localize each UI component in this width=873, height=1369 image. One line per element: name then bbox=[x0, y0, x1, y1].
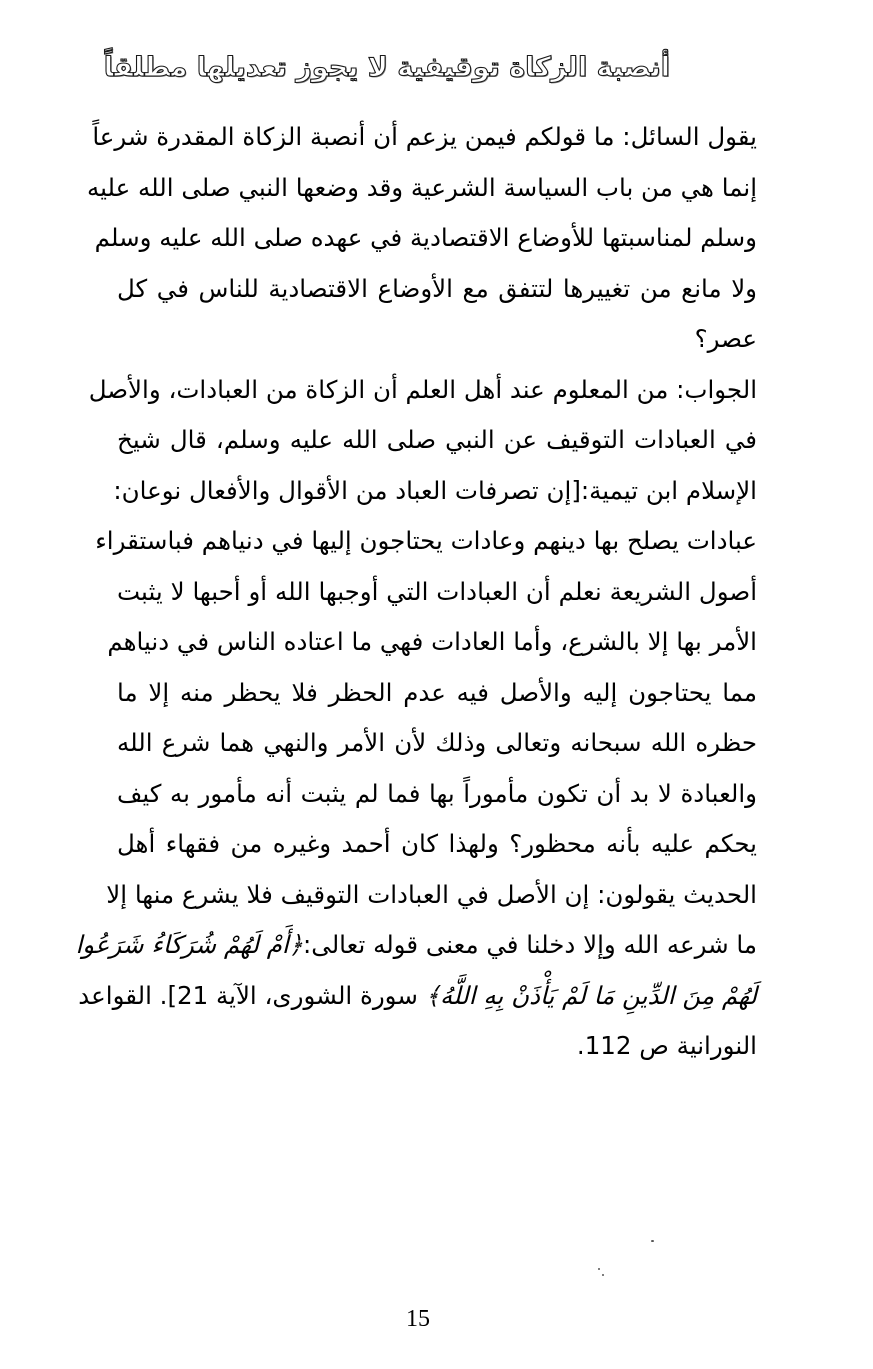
text-line: وسلم لمناسبتها للأوضاع الاقتصادية في عهده صلى الله عليه وسلم bbox=[94, 223, 757, 252]
page-number: 15 bbox=[406, 1306, 430, 1332]
text-segment: سورة الشورى، الآية 21]. القواعد bbox=[78, 980, 418, 1010]
text-line-with-quran bbox=[75, 920, 757, 971]
scan-speck bbox=[651, 1240, 654, 1242]
text-line: الأمر بها إلا بالشرع، وأما العادات فهي ما اعتاده الناس في دنياهم bbox=[107, 627, 757, 656]
text-line: حظره الله سبحانه وتعالى وذلك لأن الأمر والنهي هما شرع الله bbox=[117, 728, 757, 757]
text-line: والعبادة لا بد أن تكون مأموراً بها فما لم يثبت أنه مأمور به كيف bbox=[117, 778, 757, 808]
text-line: أصول الشريعة نعلم أن العبادات التي أوجبها الله أو أحبها لا يثبت bbox=[117, 576, 757, 606]
text-line: إنما هي من باب السياسة الشرعية وقد وضعها النبي صلى الله عليه bbox=[86, 172, 757, 202]
text-line: مما يحتاجون إليه والأصل فيه عدم الحظر فلا يحظر منه إلا ما bbox=[117, 677, 757, 707]
text-line: في العبادات التوقيف عن النبي صلى الله عليه وسلم، قال شيخ bbox=[117, 425, 757, 454]
text-line: يحكم عليه بأنه محظور؟ ولهذا كان أحمد وغيره من فقهاء أهل bbox=[117, 829, 757, 858]
quran-verse-part-1: ﴿أَمْ لَهُمْ شُرَكَاءُ شَرَعُوا bbox=[75, 930, 304, 959]
scan-speck bbox=[598, 1268, 600, 1270]
quran-verse-part-2: لَهُمْ مِنَ الدِّينِ مَا لَمْ يَأْذَنْ بِهِ اللَّهُ﴾ bbox=[425, 980, 757, 1010]
text-line: الإسلام ابن تيمية:[إن تصرفات العباد من الأقوال والأفعال نوعان: bbox=[113, 475, 757, 505]
text-line: عبادات يصلح بها دينهم وعادات يحتاجون إليها في دنياهم فباستقراء bbox=[95, 526, 757, 555]
text-line: ولا مانع من تغييرها لتتفق مع الأوضاع الاقتصادية للناس في كل bbox=[117, 273, 757, 303]
text-line: النورانية ص 112. bbox=[576, 1031, 757, 1060]
text-line: يقول السائل: ما قولكم فيمن يزعم أن أنصبة الزكاة المقدرة شرعاً bbox=[92, 122, 757, 151]
text-line: عصر؟ bbox=[694, 324, 757, 353]
running-header-title: أنصبة الزكاة توقيفية لا يجوز تعديلها مطلقاً bbox=[103, 52, 670, 83]
text-line: الحديث يقولون: إن الأصل في العبادات التوقيف فلا يشرع منها إلا bbox=[106, 879, 757, 909]
scan-speck bbox=[602, 1274, 604, 1276]
body-text bbox=[75, 112, 757, 1072]
text-line: الجواب: من المعلوم عند أهل العلم أن الزكاة من العبادات، والأصل bbox=[88, 374, 757, 404]
text-line-with-quran bbox=[78, 971, 757, 1022]
text-segment: ما شرعه الله وإلا دخلنا في معنى قوله تعالى: bbox=[303, 930, 757, 959]
